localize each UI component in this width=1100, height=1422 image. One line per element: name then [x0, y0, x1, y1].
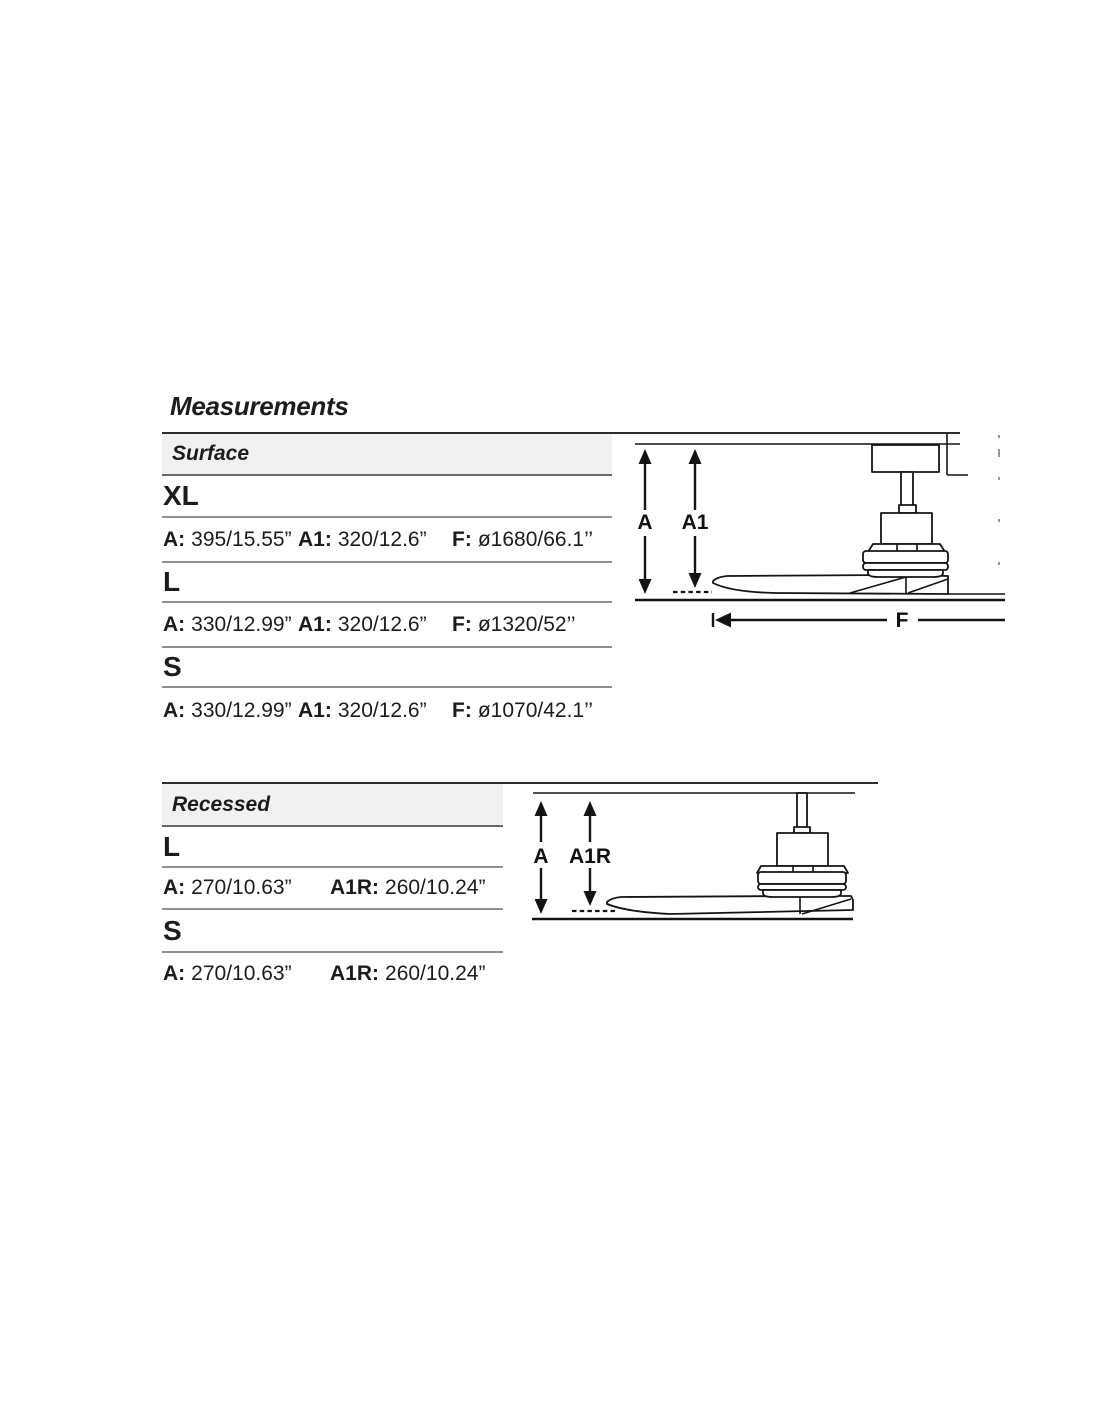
- spec-a1: [298, 613, 452, 637]
- dim-arrow-f: [713, 609, 1005, 632]
- spec-value: ø1070/42.1’’: [477, 698, 594, 722]
- fan-motor-unit: [863, 445, 948, 577]
- spec-value: 270/10.63”: [191, 876, 292, 899]
- spec-f: [452, 699, 593, 723]
- fan-motor-unit: [757, 793, 848, 897]
- dim-label-a1: A1: [681, 511, 709, 534]
- motor-box: [777, 833, 828, 866]
- spec-label: F:: [452, 612, 472, 636]
- spec-a: [163, 962, 330, 986]
- spec-a1: [298, 528, 452, 552]
- rod-collar: [899, 505, 916, 513]
- housing-cap: [763, 890, 841, 897]
- fan-blade: [607, 896, 853, 914]
- surface-header-label: Surface: [172, 442, 250, 465]
- size-label: L: [163, 566, 181, 597]
- spec-value: 260/10.24”: [385, 962, 486, 985]
- spec-value: 395/15.55”: [191, 527, 292, 551]
- down-rod: [901, 472, 913, 506]
- spec-f: [452, 528, 593, 552]
- spec-value: 270/10.63”: [191, 962, 292, 985]
- spec-a: [163, 876, 330, 900]
- recessed-specs-l: [162, 868, 503, 910]
- spec-label: F:: [452, 527, 472, 551]
- dim-arrow-a: [637, 449, 652, 594]
- size-label: S: [163, 651, 182, 682]
- housing-ring-1: [863, 551, 948, 563]
- dim-arrow-a1: [682, 449, 709, 588]
- recessed-dimension-diagram: [520, 784, 880, 929]
- spec-value: 320/12.6”: [337, 527, 427, 551]
- surface-specs-xl: [162, 518, 612, 563]
- spec-label: A:: [163, 876, 186, 899]
- spec-f: [452, 613, 576, 637]
- recessed-specs-s: [162, 953, 503, 995]
- spec-a: [163, 528, 298, 552]
- housing-cap: [868, 570, 943, 577]
- recessed-table-header: [162, 784, 503, 827]
- dim-label-a1r: A1R: [568, 845, 612, 868]
- surface-table: [162, 434, 612, 733]
- surface-table-header: [162, 434, 612, 476]
- surface-specs-l: [162, 603, 612, 648]
- spec-value: 320/12.6”: [337, 612, 427, 636]
- spec-label: A:: [163, 962, 186, 985]
- spec-value: 260/10.24”: [385, 876, 486, 899]
- housing-ring-2: [758, 884, 846, 890]
- spec-label: A1:: [298, 612, 332, 636]
- recessed-row-s: [162, 910, 503, 953]
- dim-label-a: A: [637, 511, 653, 534]
- spec-label: A1:: [298, 527, 332, 551]
- dim-arrow-a1r: [569, 801, 611, 906]
- surface-row-xl: [162, 476, 612, 518]
- spec-label: F:: [452, 698, 472, 722]
- spec-label: A:: [163, 527, 186, 551]
- spec-label: A:: [163, 698, 186, 722]
- recessed-header-label: Recessed: [172, 792, 271, 816]
- size-label: S: [163, 914, 182, 946]
- housing-ring-1: [758, 872, 846, 884]
- clipped-edge-mark: [998, 562, 1000, 565]
- clipped-edge-mark: [998, 519, 1000, 522]
- surface-dimension-diagram: [615, 434, 1010, 634]
- spec-value: ø1680/66.1’’: [477, 527, 594, 551]
- surface-specs-s: [162, 688, 612, 733]
- fan-blade: [713, 575, 1005, 594]
- canopy: [872, 445, 939, 472]
- spec-a: [163, 699, 298, 723]
- spec-a: [163, 613, 298, 637]
- spec-label: A1R:: [330, 876, 380, 899]
- surface-row-l: [162, 563, 612, 603]
- rod-collar: [794, 827, 810, 833]
- page-title: Measurements: [170, 391, 349, 421]
- size-label: L: [163, 830, 181, 862]
- motor-box: [881, 513, 932, 544]
- spec-value: 330/12.99”: [191, 698, 292, 722]
- recessed-row-l: [162, 827, 503, 868]
- dim-label-a: A: [533, 845, 549, 868]
- size-label: XL: [163, 480, 199, 511]
- recessed-table: [162, 784, 503, 995]
- clipped-edge-mark: [998, 449, 1000, 457]
- clipped-edge-mark: [998, 435, 1000, 438]
- dim-label-f: F: [895, 609, 909, 632]
- down-rod: [797, 793, 807, 828]
- spec-value: ø1320/52’’: [477, 612, 576, 636]
- spec-label: A1:: [298, 698, 332, 722]
- spec-label: A1R:: [330, 962, 380, 985]
- spec-a1r: [330, 876, 485, 900]
- spec-value: 330/12.99”: [191, 612, 292, 636]
- dim-arrow-a: [533, 801, 548, 914]
- spec-value: 320/12.6”: [337, 698, 427, 722]
- spec-label: A:: [163, 612, 186, 636]
- spec-a1r: [330, 962, 485, 986]
- clipped-edge-mark: [998, 477, 1000, 480]
- surface-row-s: [162, 648, 612, 688]
- housing-ring-2: [863, 563, 948, 570]
- spec-a1: [298, 699, 452, 723]
